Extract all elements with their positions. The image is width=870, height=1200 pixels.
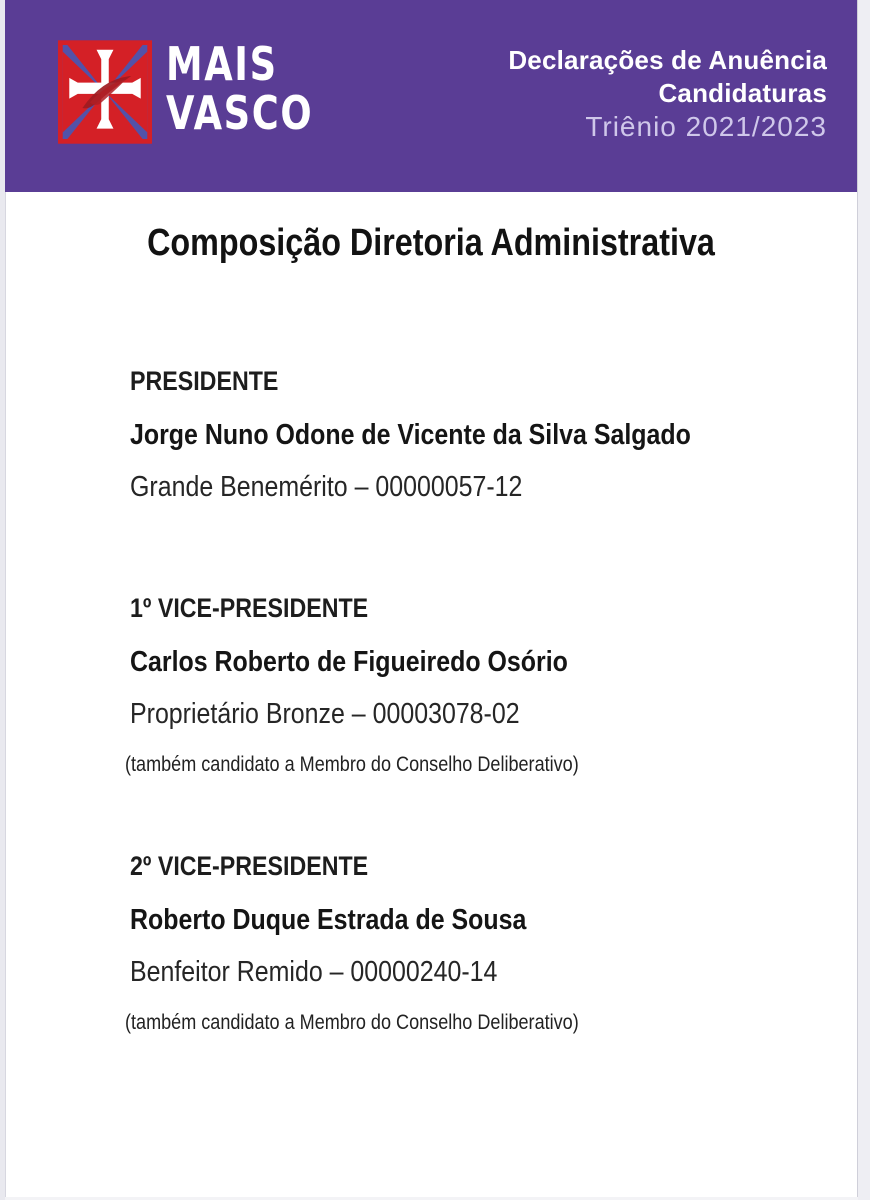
document-title: Composição Diretoria Administrativa	[147, 222, 715, 265]
candidate-name: Carlos Roberto de Figueiredo Osório	[130, 646, 568, 678]
role-title: PRESIDENTE	[130, 366, 279, 396]
role-title: 1º VICE-PRESIDENTE	[130, 593, 369, 623]
role-title: 2º VICE-PRESIDENTE	[130, 851, 369, 881]
entry-presidente	[130, 364, 782, 524]
entry-1st-vice-presidente	[125, 591, 653, 779]
membership-info: Grande Benemérito – 00000057-12	[130, 471, 523, 503]
banner-title-block	[508, 44, 827, 144]
candidacy-note: (também candidato a Membro do Conselho Deliberativo)	[125, 1011, 579, 1034]
wordmark-line2: VASCO	[166, 86, 314, 140]
banner-title-line2: Candidaturas	[658, 78, 827, 108]
mais-vasco-wordmark	[166, 37, 350, 140]
candidate-name: Jorge Nuno Odone de Vicente da Silva Salgado	[130, 419, 691, 451]
banner-subtitle: Triênio 2021/2023	[585, 111, 827, 142]
membership-info: Benfeitor Remido – 00000240-14	[130, 956, 498, 988]
page-edge-right	[857, 0, 870, 1200]
vasco-cross-icon	[58, 40, 152, 144]
candidacy-note: (também candidato a Membro do Conselho Deliberativo)	[125, 753, 579, 776]
membership-info: Proprietário Bronze – 00003078-02	[130, 698, 520, 730]
entry-2nd-vice-presidente	[125, 849, 653, 1037]
wordmark-line1: MAIS	[166, 37, 278, 91]
candidate-name: Roberto Duque Estrada de Sousa	[130, 904, 527, 936]
banner-title-line1: Declarações de Anuência	[508, 45, 827, 75]
banner	[5, 0, 857, 192]
